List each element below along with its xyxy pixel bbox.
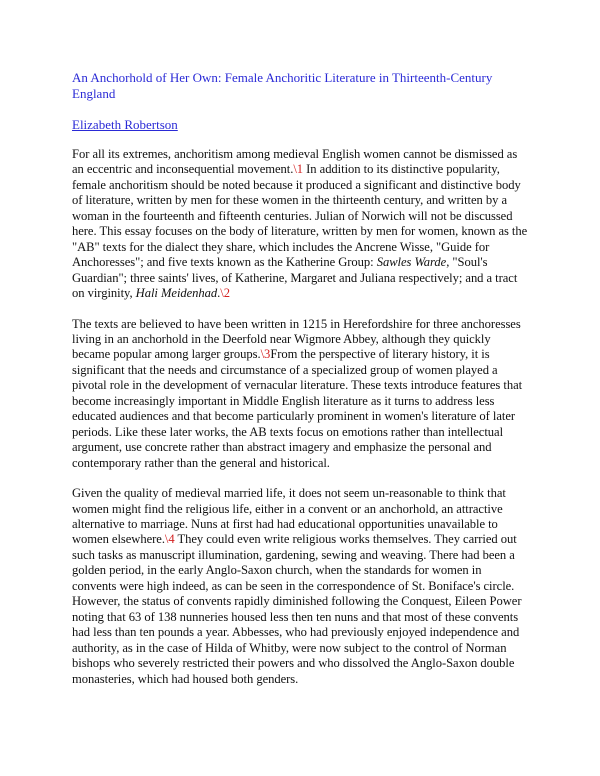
italic-title-sawles-warde: Sawles Warde [376, 255, 447, 270]
paragraph-text: They could even write religious works themselves. They carried out such tasks as manuscript illumination, gardening, sewing and weaving. There had been a golden period, in the early Anglo-Saxon church, when the standards for women in convents were high indeed, as can be seen in the correspondence of St. Boniface's circle. However, the status of convents rapidly diminished following the Conquest, Eileen Power noting that 63 of 138 nunneries housed less then ten nuns and that most of these convents had less than ten pounds a year. Abbesses, who had previously enjoyed independence and authority, as in the case of Hilda of Whitby, were now subject to the control of Norman bishops who severely restricted their powers and who dissolved the Anglo-Saxon double monasteries, which had housed both genders. [72, 532, 522, 686]
italic-title-hali-meidenhad: Hali Meidenhad [135, 286, 218, 301]
paragraph-1 [72, 147, 528, 302]
footnote-link-4[interactable]: \4 [164, 532, 175, 547]
paragraph-text: In addition to its distinctive popularity, female anchoritism should be noted because it produced a significant and distinctive body of literature, written by men for these women in the thirteenth century, and written by a woman in the fourteenth and fifteenth centuries. Julian of Norwich will not be discussed here. This essay focuses on the body of literature, written by men for women, known as the "AB" texts for the dialect they share, which includes the Ancrene Wisse, "Guide for Anchoresses"; and five texts known as the Katherine Group: [72, 162, 528, 270]
footnote-link-3[interactable]: \3 [260, 347, 271, 362]
paragraph-text: From the perspective of literary history, it is significant that the needs and circumstance of a specialized group of women played a pivotal role in the development of vernacular literature. These texts introduce features that become increasingly important in Middle English literature as it turns to address less educated audiences and that become particularly prominent in women's literature of later periods. Like these later works, the AB texts focus on emotions rather than intellectual argument, use concrete rather than abstract imagery and emphasize the personal and contemporary rather than the general and historical. [72, 347, 523, 470]
paragraph-3 [72, 486, 528, 687]
paragraph-text: For all its extremes, anchoritism among medieval English women cannot be dismissed as an eccentric and inconsequential movement. [72, 147, 518, 177]
paragraph-text: Given the quality of medieval married life, it does not seem un-reasonable to think that women might find the religious life, either in a convent or an anchorhold, an attractive alternative to marriage. Nuns at first had had educational opportunities unavailable to women elsewhere. [72, 486, 506, 547]
paragraph-2 [72, 317, 528, 472]
paragraph-text: . [217, 286, 221, 301]
paragraph-text: , "Soul's Guardian"; three saints' lives, of Katherine, Margaret and Juliana respectively; and a tract on virginity, [72, 255, 518, 301]
paragraph-text: The texts are believed to have been written in 1215 in Herefordshire for three anchoresses living in an anchorhold in the Deerfold near Wigmore Abbey, although they quickly became popular among larger groups. [72, 316, 521, 362]
footnote-link-2[interactable]: \2 [220, 286, 230, 301]
document-title: An Anchorhold of Her Own: Female Anchoritic Literature in Thirteenth-Century England [72, 70, 493, 101]
footnote-link-1[interactable]: \1 [293, 162, 304, 177]
document-page [72, 70, 528, 702]
author-link[interactable]: Elizabeth Robertson [72, 117, 178, 132]
